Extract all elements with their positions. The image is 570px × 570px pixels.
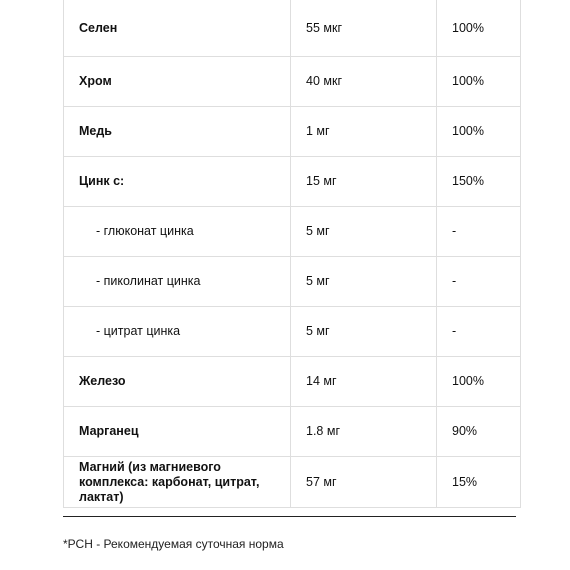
nutrient-subname: - глюконат цинка xyxy=(64,207,291,257)
nutrient-amount: 5 мг xyxy=(291,207,437,257)
table-row xyxy=(64,457,521,508)
nutrient-amount: 14 мг xyxy=(291,357,437,407)
table-row xyxy=(64,57,521,107)
nutrient-name: Цинк с: xyxy=(64,157,291,207)
table-row xyxy=(64,107,521,157)
table-row xyxy=(64,207,521,257)
nutrient-table-container xyxy=(63,0,519,508)
nutrient-name: Марганец xyxy=(64,407,291,457)
nutrient-rda: - xyxy=(437,257,521,307)
nutrient-amount: 40 мкг xyxy=(291,57,437,107)
nutrient-amount: 15 мг xyxy=(291,157,437,207)
nutrient-name: Селен xyxy=(64,0,291,57)
nutrient-amount: 5 мг xyxy=(291,257,437,307)
nutrient-rda: 100% xyxy=(437,0,521,57)
nutrient-rda: 15% xyxy=(437,457,521,508)
nutrient-rda: 100% xyxy=(437,57,521,107)
table-row xyxy=(64,157,521,207)
nutrient-rda: 100% xyxy=(437,357,521,407)
table-row xyxy=(64,307,521,357)
table-row xyxy=(64,357,521,407)
nutrient-amount: 5 мг xyxy=(291,307,437,357)
table-row xyxy=(64,257,521,307)
nutrient-subname: - цитрат цинка xyxy=(64,307,291,357)
nutrient-name: Магний (из магниевого комплекса: карбонат, цитрат, лактат) xyxy=(64,457,291,508)
nutrient-rda: 90% xyxy=(437,407,521,457)
nutrient-name: Железо xyxy=(64,357,291,407)
nutrient-rda: - xyxy=(437,307,521,357)
nutrient-table xyxy=(63,0,521,508)
table-bottom-rule xyxy=(63,516,516,517)
nutrient-amount: 55 мкг xyxy=(291,0,437,57)
nutrient-amount: 1.8 мг xyxy=(291,407,437,457)
nutrient-amount: 57 мг xyxy=(291,457,437,508)
nutrient-name: Медь xyxy=(64,107,291,157)
table-row xyxy=(64,0,521,57)
nutrient-rda: - xyxy=(437,207,521,257)
table-row xyxy=(64,407,521,457)
footnote: *РСН - Рекомендуемая суточная норма xyxy=(63,537,284,551)
nutrient-subname: - пиколинат цинка xyxy=(64,257,291,307)
nutrient-rda: 100% xyxy=(437,107,521,157)
nutrient-name: Хром xyxy=(64,57,291,107)
nutrient-amount: 1 мг xyxy=(291,107,437,157)
nutrient-rda: 150% xyxy=(437,157,521,207)
